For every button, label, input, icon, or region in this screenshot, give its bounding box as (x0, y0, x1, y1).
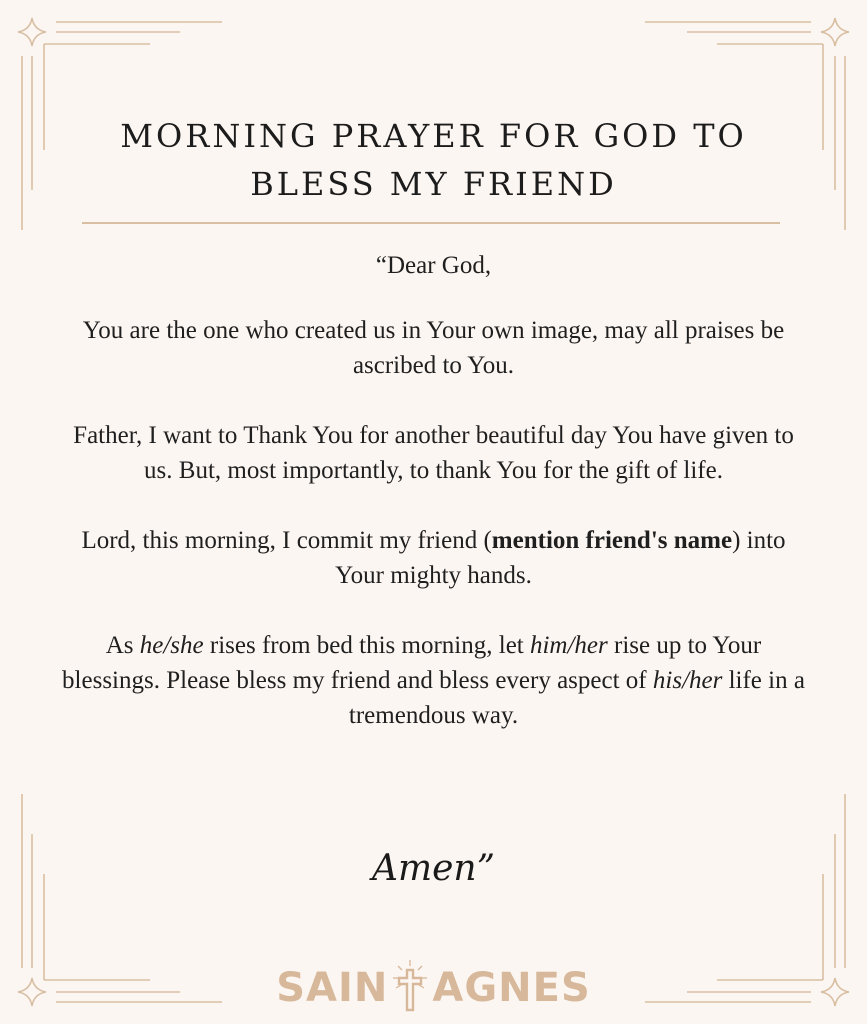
p4-text-4: life in a tremendous way. (348, 667, 805, 729)
p4-italic-2: him/her (529, 632, 608, 659)
title-line-2: BLESS MY FRIEND (250, 165, 617, 203)
prayer-body (60, 248, 807, 768)
p4-text-1: As (105, 632, 140, 659)
p4-italic-3: his/her (652, 667, 723, 694)
p3-bold-placeholder: mention friend's name (491, 527, 733, 554)
title-divider (82, 222, 780, 224)
corner-star-icon (821, 18, 849, 46)
paragraph-3 (60, 523, 807, 593)
p4-italic-1: he/she (139, 632, 204, 659)
paragraph-2: Father, I want to Thank You for another beautiful day You have given to us. But, most importantly, to thank You for the gift of life. (73, 422, 794, 484)
cross-icon (390, 958, 430, 1018)
closing-amen: Amen” (371, 848, 496, 889)
corner-star-icon (18, 18, 46, 46)
paragraph-1: You are the one who created us in Your own image, may all praises be ascribed to You. (82, 317, 785, 379)
paragraph-4 (60, 628, 807, 733)
p4-text-2: rises from bed this morning, let (203, 632, 530, 659)
title-line-1: MORNING PRAYER FOR GOD TO (120, 117, 747, 155)
saint-agnes-logo (0, 958, 867, 1018)
p3-text-before: Lord, this morning, I commit my friend ( (81, 527, 492, 554)
salutation: “Dear God, (375, 252, 492, 279)
p4-text-3: rise up to Your blessings. Please bless my friend and bless every aspect of (62, 632, 762, 694)
logo-text-right: AGNES (432, 965, 591, 1011)
logo-text-left: SAIN (276, 965, 389, 1011)
p3-text-after: ) into Your mighty hands. (335, 527, 786, 589)
page-title (0, 112, 867, 208)
